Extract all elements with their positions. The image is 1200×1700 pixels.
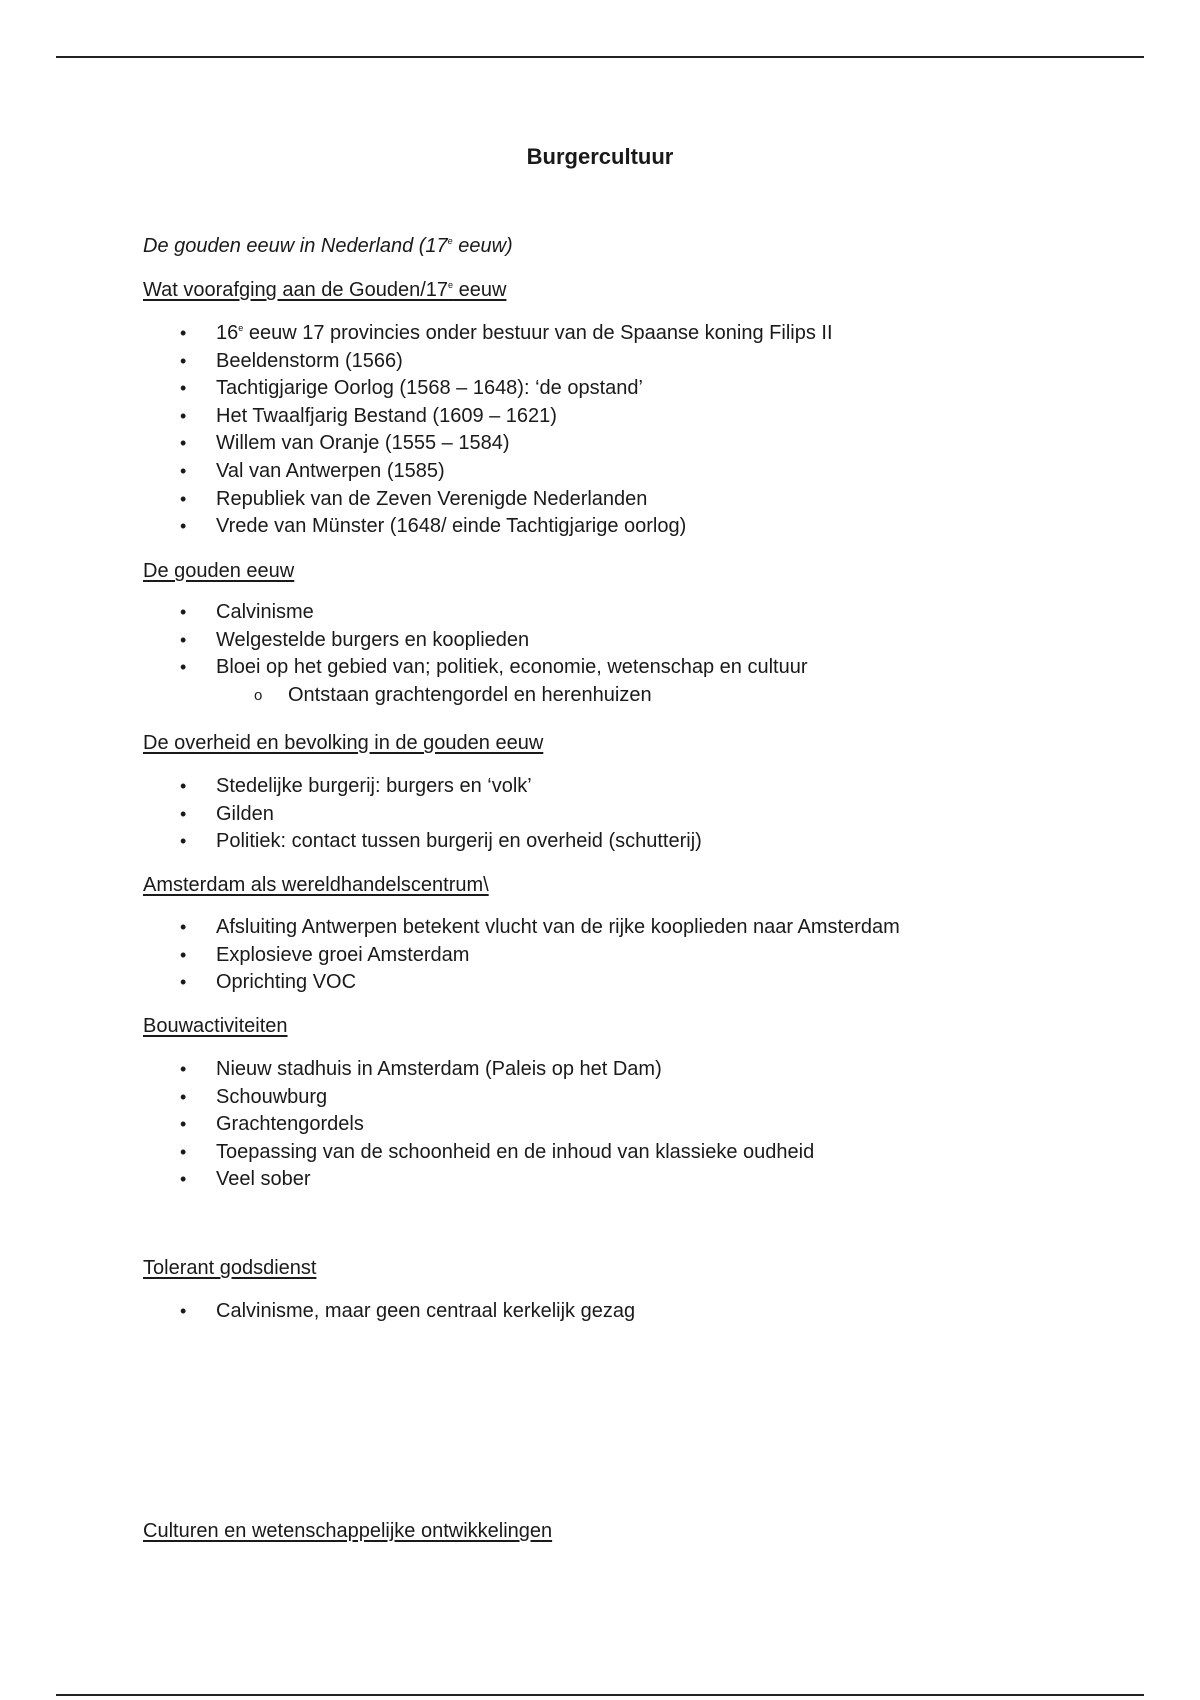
bullet-icon: • (180, 657, 187, 678)
intro-heading: De gouden eeuw in Nederland (17e eeuw) (143, 235, 513, 257)
sub-bullet-icon: o (254, 686, 263, 704)
bullet-icon: • (180, 488, 187, 509)
list-item-text: Schouwburg (216, 1085, 328, 1108)
bullet-icon: • (180, 602, 187, 622)
bullet-icon: • (180, 1086, 187, 1107)
list-item-text: Val van Antwerpen (1585) (216, 459, 445, 482)
list-item (0, 458, 1200, 486)
list-item-text: Beeldenstorm (1566) (216, 349, 403, 372)
list-item-text: Bloei op het gebied van; politiek, economie, wetenschap en cultuur (216, 656, 808, 679)
list-subitem (0, 682, 1200, 710)
list-item-text: Het Twaalfjarig Bestand (1609 – 1621) (216, 404, 557, 427)
section-list-3 (0, 773, 1200, 856)
list-item (0, 430, 1200, 458)
section-heading-4: Amsterdam als wereldhandelscentrum\ (143, 874, 489, 896)
list-item-text: Nieuw stadhuis in Amsterdam (Paleis op het Dam) (216, 1058, 662, 1080)
list-item (0, 1139, 1200, 1167)
bullet-icon: • (180, 917, 187, 937)
list-item (0, 599, 1200, 627)
bullet-icon: • (180, 803, 187, 824)
bullet-icon: • (180, 1141, 187, 1162)
bullet-icon: • (180, 831, 187, 852)
list-item-text: Stedelijke burgerij: burgers en ‘volk’ (216, 775, 532, 797)
bullet-icon: • (180, 378, 187, 399)
bullet-icon: • (180, 516, 187, 537)
list-item-text: Calvinisme, maar geen centraal kerkelijk gezag (216, 1300, 636, 1322)
bullet-icon: • (180, 350, 187, 371)
list-item (0, 942, 1200, 970)
section-heading-6: Tolerant godsdienst (143, 1257, 317, 1279)
list-item-text: Afsluiting Antwerpen betekent vlucht van de rijke kooplieden naar Amsterdam (216, 916, 900, 938)
list-item (0, 627, 1200, 655)
list-item (0, 801, 1200, 829)
bullet-icon: • (180, 1114, 187, 1135)
list-item (0, 654, 1200, 682)
bullet-icon: • (180, 1059, 187, 1079)
section-list-1 (0, 320, 1200, 541)
top-rule (56, 56, 1144, 58)
list-item (0, 969, 1200, 997)
list-item-text: Toepassing van de schoonheid en de inhoud van klassieke oudheid (216, 1140, 815, 1163)
bullet-icon: • (180, 433, 187, 454)
bullet-icon: • (180, 405, 187, 426)
list-item (0, 348, 1200, 376)
section-list-6 (0, 1298, 1200, 1326)
section-list-4 (0, 914, 1200, 997)
list-item-text: Explosieve groei Amsterdam (216, 943, 470, 966)
bullet-icon: • (180, 1169, 187, 1190)
list-item (0, 1166, 1200, 1194)
list-item-text: Politiek: contact tussen burgerij en overheid (schutterij) (216, 830, 702, 853)
list-item-text: 16e eeuw 17 provincies onder bestuur van de Spaanse koning Filips II (216, 322, 833, 344)
list-item-text: Oprichting VOC (216, 971, 357, 994)
list-item (0, 486, 1200, 514)
section-heading-5: Bouwactiviteiten (143, 1015, 288, 1037)
page-title: Burgercultuur (526, 144, 674, 169)
list-item-text: Vrede van Münster (1648/ einde Tachtigjarige oorlog) (216, 515, 687, 538)
list-subitem-text: Ontstaan grachtengordel en herenhuizen (288, 683, 652, 706)
section-heading-1: Wat voorafging aan de Gouden/17e eeuw (143, 279, 507, 301)
list-item (0, 320, 1200, 348)
section-list-5 (0, 1056, 1200, 1194)
list-item (0, 1298, 1200, 1326)
list-item-text: Tachtigjarige Oorlog (1568 – 1648): ‘de opstand’ (216, 377, 643, 400)
bottom-rule (56, 1694, 1144, 1696)
list-item (0, 828, 1200, 856)
bullet-icon: • (180, 629, 187, 650)
bullet-icon: • (180, 944, 187, 965)
list-item (0, 914, 1200, 942)
bullet-icon: • (180, 323, 187, 343)
section-heading-2: De gouden eeuw (143, 560, 295, 582)
section-heading-3: De overheid en bevolking in de gouden eeuw (143, 732, 544, 754)
list-item-text: Republiek van de Zeven Verenigde Nederlanden (216, 487, 648, 510)
bullet-icon: • (180, 776, 187, 796)
list-item (0, 375, 1200, 403)
list-item-text: Veel sober (216, 1168, 311, 1191)
list-item (0, 513, 1200, 541)
bullet-icon: • (180, 1301, 187, 1321)
list-item-text: Welgestelde burgers en kooplieden (216, 628, 530, 651)
list-item-text: Calvinisme (216, 601, 314, 623)
list-item (0, 1084, 1200, 1112)
bullet-icon: • (180, 460, 187, 481)
list-item (0, 773, 1200, 801)
list-item-text: Gilden (216, 802, 274, 825)
list-item (0, 1111, 1200, 1139)
bullet-icon: • (180, 972, 187, 993)
section-heading-7: Culturen en wetenschappelijke ontwikkelingen (143, 1520, 553, 1542)
list-item-text: Willem van Oranje (1555 – 1584) (216, 432, 510, 455)
section-list-2 (0, 599, 1200, 709)
list-item (0, 1056, 1200, 1084)
list-item-text: Grachtengordels (216, 1113, 364, 1136)
list-item (0, 403, 1200, 431)
